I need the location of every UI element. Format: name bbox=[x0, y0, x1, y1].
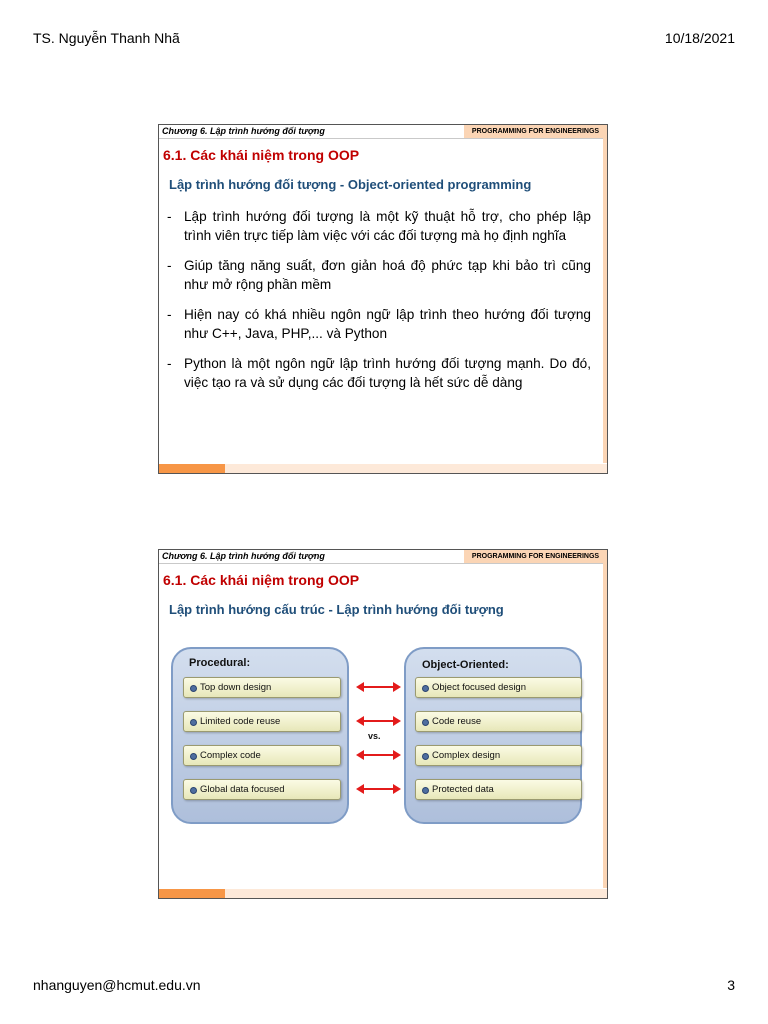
procedural-item-label: Global data focused bbox=[200, 784, 285, 795]
procedural-item bbox=[183, 779, 341, 800]
slide-footer-bar bbox=[159, 464, 607, 473]
oop-item-label: Protected data bbox=[432, 784, 494, 795]
dash-icon: - bbox=[167, 307, 172, 322]
procedural-vs-oop-diagram bbox=[171, 647, 596, 831]
double-arrow-icon bbox=[356, 749, 401, 761]
bullet-text: Lập trình hướng đối tượng là một kỹ thuật hỗ trợ, cho phép lập trình viên trực tiếp làm việc với các đối tượng mà họ định nghĩa bbox=[184, 209, 591, 243]
chapter-label: Chương 6. Lập trình hướng đối tượng bbox=[162, 126, 325, 136]
oop-panel bbox=[404, 647, 582, 824]
vs-label: vs. bbox=[368, 731, 381, 741]
slide-header bbox=[159, 550, 607, 564]
procedural-title: Procedural: bbox=[189, 657, 251, 669]
slide-1 bbox=[158, 124, 608, 474]
slide-title: 6.1. Các khái niệm trong OOP bbox=[163, 572, 360, 588]
course-label: PROGRAMMING FOR ENGINEERINGS bbox=[464, 125, 607, 138]
slide-subtitle: Lập trình hướng cấu trúc - Lập trình hướng đối tượng bbox=[169, 602, 504, 617]
bullet-item bbox=[167, 256, 591, 294]
slide-right-rule bbox=[603, 138, 607, 463]
slide-right-rule bbox=[603, 563, 607, 888]
bullet-dot-icon bbox=[422, 753, 429, 760]
slide-footer-accent bbox=[159, 464, 225, 473]
slide-footer-accent bbox=[159, 889, 225, 898]
dash-icon: - bbox=[167, 258, 172, 273]
oop-item bbox=[415, 711, 582, 732]
procedural-item-label: Complex code bbox=[200, 750, 261, 761]
oop-item-label: Object focused design bbox=[432, 682, 527, 693]
bullet-dot-icon bbox=[190, 719, 197, 726]
bullet-text: Giúp tăng năng suất, đơn giản hoá độ phức tạp khi bảo trì cũng như mở rộng phần mềm bbox=[184, 258, 591, 292]
slide-title: 6.1. Các khái niệm trong OOP bbox=[163, 147, 360, 163]
bullet-dot-icon bbox=[422, 685, 429, 692]
oop-item bbox=[415, 677, 582, 698]
procedural-panel bbox=[171, 647, 349, 824]
page-date: 10/18/2021 bbox=[664, 30, 735, 46]
course-label: PROGRAMMING FOR ENGINEERINGS bbox=[464, 550, 607, 563]
bullet-dot-icon bbox=[422, 787, 429, 794]
page-email: nhanguyen@hcmut.edu.vn bbox=[33, 977, 201, 993]
slide-footer-bar bbox=[159, 889, 607, 898]
procedural-item bbox=[183, 711, 341, 732]
bullet-dot-icon bbox=[190, 787, 197, 794]
bullet-dot-icon bbox=[190, 753, 197, 760]
bullet-dot-icon bbox=[422, 719, 429, 726]
procedural-item bbox=[183, 745, 341, 766]
bullet-item bbox=[167, 354, 591, 392]
slide-2 bbox=[158, 549, 608, 899]
procedural-item-label: Limited code reuse bbox=[200, 716, 281, 727]
procedural-item-label: Top down design bbox=[200, 682, 272, 693]
bullet-text: Python là một ngôn ngữ lập trình hướng đối tượng mạnh. Do đó, việc tạo ra và sử dụng các đối tượng là hết sức dễ dàng bbox=[184, 356, 591, 390]
bullet-item bbox=[167, 305, 591, 343]
oop-item bbox=[415, 779, 582, 800]
double-arrow-icon bbox=[356, 783, 401, 795]
double-arrow-icon bbox=[356, 715, 401, 727]
page-number: 3 bbox=[727, 977, 735, 993]
bullet-list bbox=[167, 207, 591, 403]
dash-icon: - bbox=[167, 209, 172, 224]
oop-title: Object-Oriented: bbox=[422, 659, 509, 671]
slide-header bbox=[159, 125, 607, 139]
bullet-text: Hiện nay có khá nhiều ngôn ngữ lập trình theo hướng đối tượng như C++, Java, PHP,... và Python bbox=[184, 307, 591, 341]
procedural-item bbox=[183, 677, 341, 698]
bullet-item bbox=[167, 207, 591, 245]
oop-item bbox=[415, 745, 582, 766]
oop-item-label: Code reuse bbox=[432, 716, 482, 727]
slide-subtitle: Lập trình hướng đối tượng - Object-oriented programming bbox=[169, 177, 532, 192]
page-author: TS. Nguyễn Thanh Nhã bbox=[33, 30, 180, 46]
double-arrow-icon bbox=[356, 681, 401, 693]
dash-icon: - bbox=[167, 356, 172, 371]
bullet-dot-icon bbox=[190, 685, 197, 692]
oop-item-label: Complex design bbox=[432, 750, 501, 761]
chapter-label: Chương 6. Lập trình hướng đối tượng bbox=[162, 551, 325, 561]
